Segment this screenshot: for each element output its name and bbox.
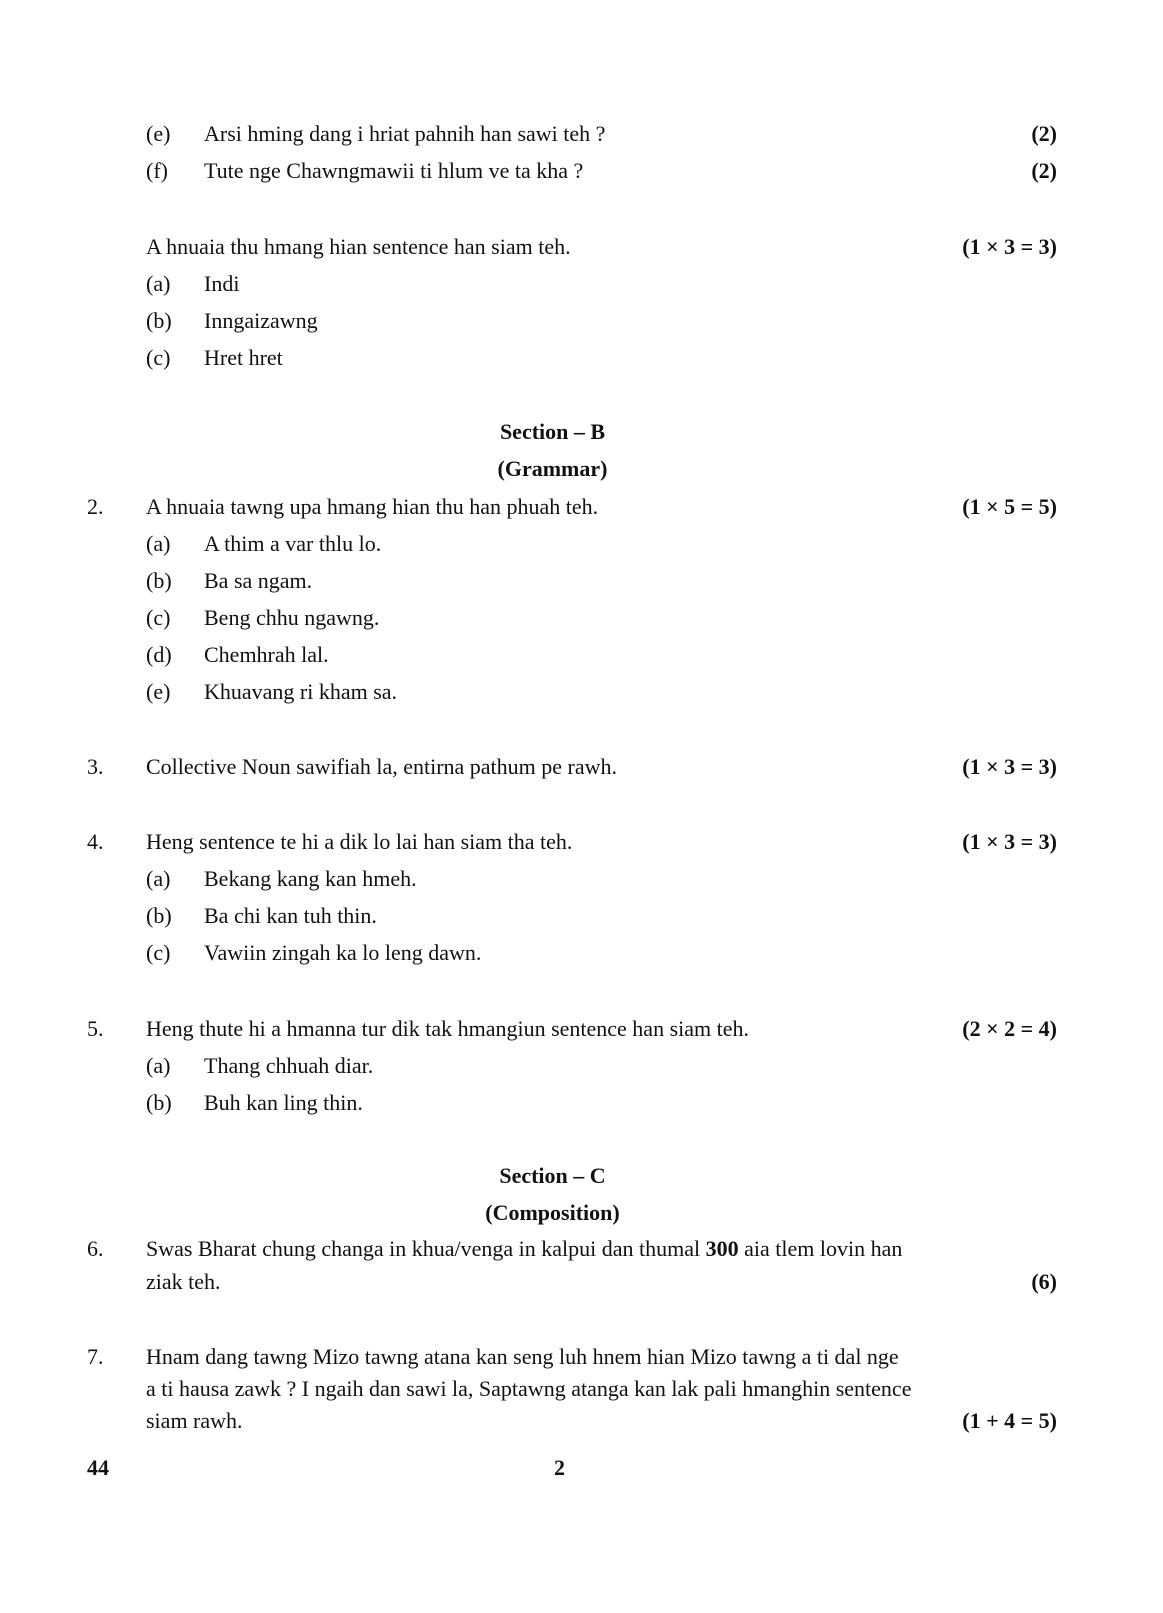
q2a-text: A thim a var thlu lo. [204,531,382,556]
q1e-label: (e) [146,121,171,146]
q5b-text: Buh kan ling thin. [204,1090,363,1115]
q2-number: 2. [87,494,104,519]
q2-text: A hnuaia tawng upa hmang hian thu han phuah teh. [146,494,599,519]
q4b-text: Ba chi kan tuh thin. [204,903,377,928]
q6-line-1 [146,1236,902,1262]
q6-number: 6. [87,1236,104,1261]
q7-number: 7. [87,1344,104,1369]
q4c-label: (c) [146,940,171,965]
q7-line-1: Hnam dang tawng Mizo tawng atana kan seng luh hnem hian Mizo tawng a ti dal nge [146,1344,899,1369]
q5a-label: (a) [146,1053,171,1078]
q4-text: Heng sentence te hi a dik lo lai han siam tha teh. [146,829,573,854]
q1e-marks: (2) [1031,121,1057,146]
q5a-text: Thang chhuah diar. [204,1053,374,1078]
q1-sub-c-label: (c) [146,345,171,370]
q1f-marks: (2) [1031,158,1057,183]
section-b-subtitle: (Grammar) [497,456,608,481]
q4a-label: (a) [146,866,171,891]
q1-sub-b-text: Inngaizawng [204,308,318,333]
section-b-title: Section – B [499,419,606,444]
q2a-label: (a) [146,531,171,556]
q2c-text: Beng chhu ngawng. [204,605,380,630]
q2b-label: (b) [146,568,172,593]
q6-line-1-post: aia tlem lovin han [744,1236,903,1261]
q2e-label: (e) [146,679,171,704]
q3-number: 3. [87,754,104,779]
paper-code: 44 [87,1455,109,1480]
q3-marks: (1 × 3 = 3) [962,754,1057,779]
q4c-text: Vawiin zingah ka lo leng dawn. [204,940,482,965]
page-number: 2 [554,1455,565,1480]
q2b-text: Ba sa ngam. [204,568,313,593]
q4-marks: (1 × 3 = 3) [962,829,1057,854]
q5-number: 5. [87,1016,104,1041]
q2d-text: Chemhrah lal. [204,642,329,667]
q5-marks: (2 × 2 = 4) [962,1016,1057,1041]
q6-word-limit: 300 [705,1236,739,1261]
q4a-text: Bekang kang kan hmeh. [204,866,417,891]
q1f-label: (f) [146,158,168,183]
q7-marks: (1 + 4 = 5) [962,1408,1057,1433]
q5b-label: (b) [146,1090,172,1115]
q1e-text: Arsi hming dang i hriat pahnih han sawi teh ? [204,121,606,146]
section-c-title: Section – C [499,1163,606,1188]
q5-text: Heng thute hi a hmanna tur dik tak hmangiun sentence han siam teh. [146,1016,750,1041]
q2d-label: (d) [146,642,172,667]
q7-line-3: siam rawh. [146,1408,243,1433]
q4-number: 4. [87,829,104,854]
q1-sub-a-text: Indi [204,271,240,296]
q2c-label: (c) [146,605,171,630]
q1-sub-marks: (1 × 3 = 3) [962,234,1057,259]
section-c-subtitle: (Composition) [485,1200,620,1225]
q6-line-2: ziak teh. [146,1269,221,1294]
q6-line-1-pre: Swas Bharat chung changa in khua/venga in kalpui dan thumal [146,1236,701,1261]
q1-sub-a-label: (a) [146,271,171,296]
q6-marks: (6) [1031,1269,1057,1294]
q4b-label: (b) [146,903,172,928]
q1-sub-question: A hnuaia thu hmang hian sentence han siam teh. [146,234,571,259]
q1f-text: Tute nge Chawngmawii ti hlum ve ta kha ? [204,158,584,183]
q3-text: Collective Noun sawifiah la, entirna pathum pe rawh. [146,754,618,779]
q1-sub-b-label: (b) [146,308,172,333]
q2-marks: (1 × 5 = 5) [962,494,1057,519]
q1-sub-c-text: Hret hret [204,345,283,370]
q7-line-2: a ti hausa zawk ? I ngaih dan sawi la, Saptawng atanga kan lak pali hmanghin sentence [146,1376,912,1401]
q2e-text: Khuavang ri kham sa. [204,679,398,704]
